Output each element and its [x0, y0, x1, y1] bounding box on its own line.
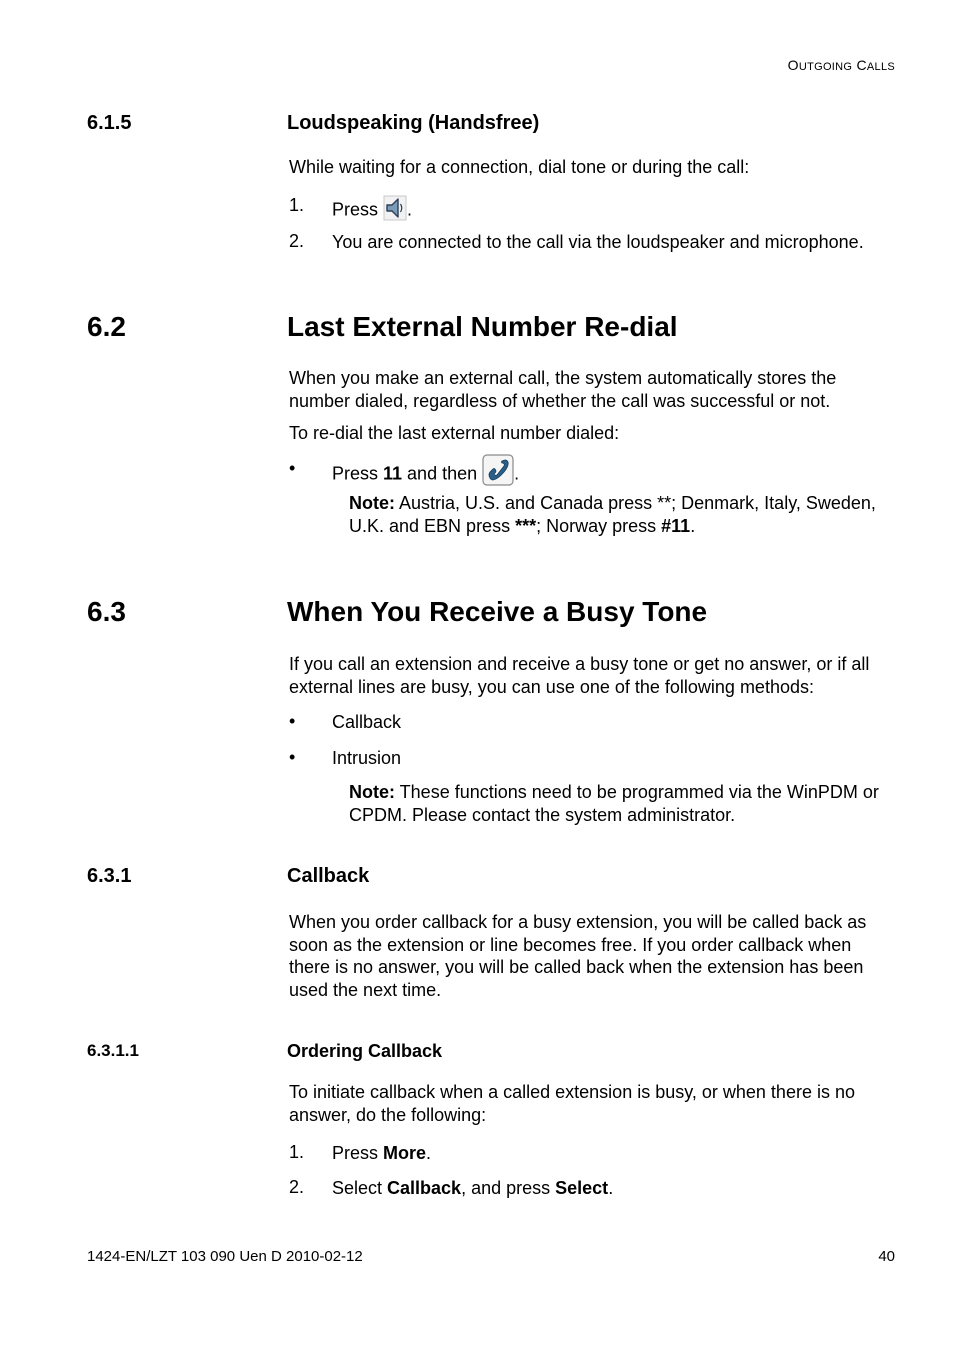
- step-marker: 2.: [289, 231, 305, 251]
- paragraph: If you call an extension and receive a busy tone or get no answer, or if all external lines are busy, you can use one of the following methods:: [289, 654, 870, 697]
- step-text: Select Callback, and press Select.: [332, 1178, 614, 1198]
- bullet: •: [289, 711, 296, 731]
- section-number: 6.1.5: [87, 112, 132, 134]
- step-text: You are connected to the call via the loudspeaker and microphone.: [332, 232, 864, 252]
- footer-doc-id: 1424-EN/LZT 103 090 Uen D 2010-02-12: [87, 1248, 363, 1265]
- paragraph: To re-dial the last external number dialed:: [289, 423, 620, 443]
- section-title: Loudspeaking (Handsfree): [287, 112, 540, 134]
- running-head: OUTGOING CALLS: [787, 57, 895, 73]
- bullet: •: [289, 747, 296, 767]
- bullet-text: Press 11 and then .: [332, 454, 902, 495]
- step-marker: 2.: [289, 1177, 305, 1197]
- section-title: Callback: [287, 865, 370, 887]
- paragraph: While waiting for a connection, dial tone or during the call:: [289, 157, 750, 177]
- section-number: 6.3: [87, 596, 126, 627]
- section-number: 6.2: [87, 311, 126, 342]
- page-number: 40: [878, 1248, 895, 1265]
- speaker-icon: [383, 195, 407, 227]
- bullet-text: Callback: [332, 712, 402, 732]
- section-title: Last External Number Re-dial: [287, 311, 678, 342]
- bullet: •: [289, 458, 296, 478]
- section-number: 6.3.1: [87, 865, 132, 887]
- step-text: Press .: [332, 195, 902, 227]
- note: Note: Austria, U.S. and Canada press **; Denmark, Italy, Sweden, U.K. and EBN press ***; Norway press #11.: [349, 493, 876, 536]
- note: Note: These functions need to be programmed via the WinPDM or CPDM. Please contact the system administrator.: [349, 782, 879, 825]
- step-marker: 1.: [289, 195, 305, 215]
- step-text: Press More.: [332, 1143, 432, 1163]
- paragraph: To initiate callback when a called extension is busy, or when there is no answer, do the following:: [289, 1082, 855, 1125]
- bullet-text: Intrusion: [332, 748, 402, 768]
- section-title: Ordering Callback: [287, 1041, 443, 1061]
- step-marker: 1.: [289, 1142, 305, 1162]
- section-number: 6.3.1.1: [87, 1041, 139, 1060]
- paragraph: When you order callback for a busy extension, you will be called back as soon as the extension or line becomes free. If you order callback when there is no answer, you will be called back when the extension has been used the next time.: [289, 912, 867, 1000]
- handset-icon: [482, 454, 514, 495]
- section-title: When You Receive a Busy Tone: [287, 596, 708, 627]
- paragraph: When you make an external call, the system automatically stores the number dialed, regardless of whether the call was successful or not.: [289, 368, 837, 411]
